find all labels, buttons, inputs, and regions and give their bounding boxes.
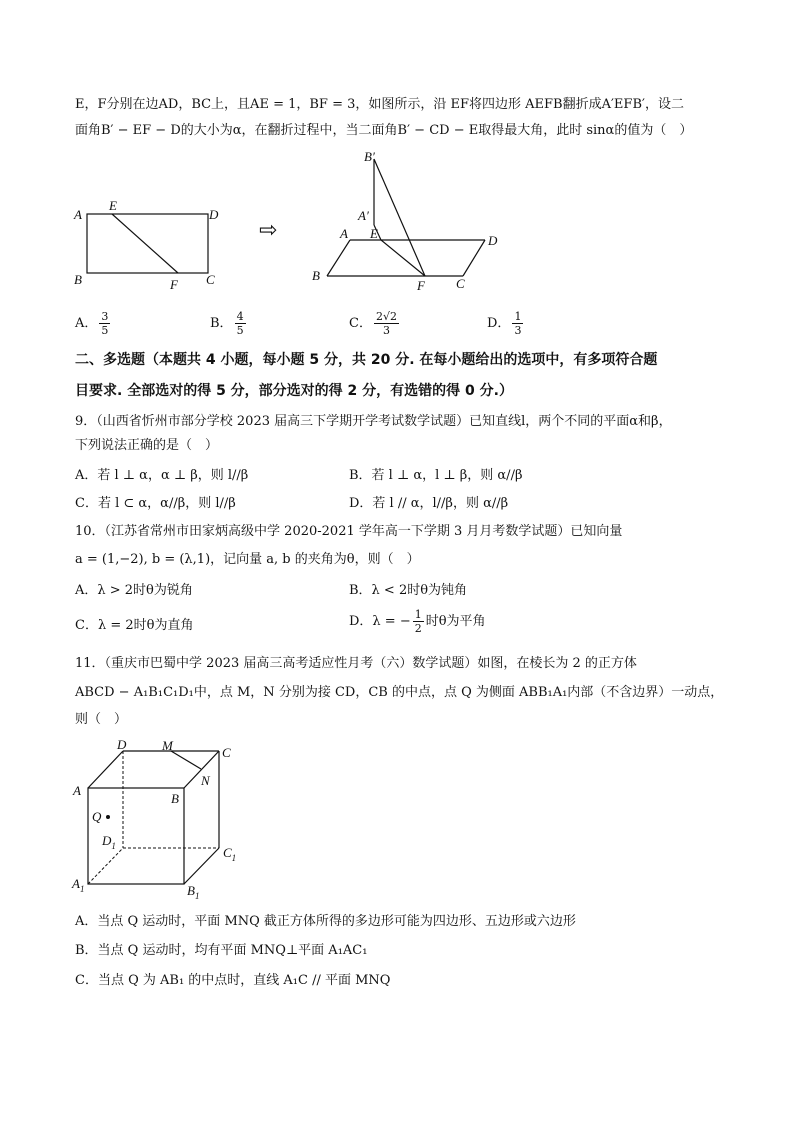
q9-option-a: A．若 l ⊥ α，α ⊥ β，则 l//β — [75, 468, 249, 483]
q11-option-a: A．当点 Q 运动时，平面 MNQ 截正方体所得的多边形可能为四边形、五边形或六边形 — [75, 914, 576, 929]
fig2-label-b: B — [312, 268, 320, 283]
fig2-label-a: A — [340, 226, 348, 241]
fig1-label-f: F — [170, 277, 178, 292]
cube-label-n: N — [201, 773, 210, 788]
fig2-label-e: E — [370, 226, 378, 241]
q8-intro-line1: E，F分别在边AD，BC上，且AE = 1，BF = 3，如图所示，沿 EF将四边形 AEFB翻折成A′EFB′，设二 — [75, 97, 684, 112]
q8-option-d: D． $\frac{1}{3}$ — [487, 310, 522, 337]
q9-option-c: C．若 l ⊂ α，α//β，则 l//β — [75, 496, 236, 511]
q10-option-a: A．λ > 2时θ为锐角 — [75, 583, 193, 598]
fig2-label-f: F — [417, 278, 425, 293]
fig1-label-d: D — [209, 207, 219, 222]
q11-option-b: B．当点 Q 运动时，均有平面 MNQ⊥平面 A₁AC₁ — [75, 943, 368, 958]
cube-label-d: D — [117, 737, 127, 752]
q8-option-b: B． $\frac{4}{5}$ — [210, 310, 244, 337]
cube-label-m: M — [162, 738, 173, 753]
q9-stem-line2: 下列说法正确的是（ ） — [75, 438, 219, 453]
section2-heading-line2: 目要求. 全部选对的得 5 分，部分选对的得 2 分，有选错的得 0 分.） — [75, 383, 513, 399]
cube-label-c1: $C_1$ — [223, 845, 237, 863]
fig2-label-d: D — [488, 233, 498, 248]
fig2-label-ap: A′ — [358, 208, 369, 223]
fig2-label-bp: B′ — [364, 149, 375, 164]
q9-option-b: B．若 l ⊥ α，l ⊥ β，则 α//β — [349, 468, 523, 483]
cube-label-q: Q — [92, 809, 102, 824]
q10-option-b: B．λ < 2时θ为钝角 — [349, 583, 468, 598]
fig1-label-a: A — [74, 207, 82, 222]
cube-label-a: A — [73, 783, 81, 798]
section2-heading-line1: 二、多选题（本题共 4 小题，每小题 5 分，共 20 分. 在每小题给出的选项中，有多项符合题 — [75, 352, 658, 368]
cube-label-b: B — [171, 791, 179, 806]
q8-option-c: C． $\frac{2√2}{3}$ — [349, 310, 397, 337]
fig1-label-c: C — [206, 272, 215, 287]
fig2-label-c: C — [456, 276, 465, 291]
fig1-label-b: B — [74, 272, 82, 287]
q11-stem-line1: 11．（重庆市巴蜀中学 2023 届高三高考适应性月考（六）数学试题）如图，在棱长为 2 的正方体 — [75, 656, 637, 671]
q11-stem-line2: ABCD − A₁B₁C₁D₁中，点 M，N 分别为接 CD，CB 的中点，点 Q 为侧面 ABB₁A₁内部（不含边界）一动点， — [75, 685, 724, 700]
q11-stem-line3: 则（ ） — [75, 712, 128, 727]
q10-option-c: C．λ = 2时θ为直角 — [75, 618, 194, 633]
figure-cube — [68, 735, 253, 905]
fold-arrow-icon: ⇨ — [259, 218, 278, 243]
q10-stem-line2: a = (1,−2), b = (λ,1)，记向量 a, b 的夹角为θ，则（ ） — [75, 552, 420, 567]
cube-label-b1: $B_1$ — [187, 883, 200, 901]
cube-label-c: C — [222, 745, 231, 760]
cube-label-d1: $D_1$ — [102, 833, 116, 851]
cube-label-a1: $A_1$ — [72, 876, 85, 894]
q9-stem-line1: 9．（山西省忻州市部分学校 2023 届高三下学期开学考试数学试题）已知直线l，两个不同的平面α和β， — [75, 414, 672, 429]
q8-intro-line2: 面角B′ − EF − D的大小为α，在翻折过程中，当二面角B′ − CD − E取得最大角，此时 sinα的值为（ ） — [75, 123, 693, 138]
q10-stem-line1: 10．（江苏省常州市田家炳高级中学 2020-2021 学年高一下学期 3 月月考数学试题）已知向量 — [75, 524, 623, 539]
fig1-label-e: E — [109, 198, 117, 213]
q8-option-a: A． $\frac{3}{5}$ — [75, 310, 109, 337]
figure-rectangle — [70, 195, 230, 295]
q11-option-c: C．当点 Q 为 AB₁ 的中点时，直线 A₁C // 平面 MNQ — [75, 973, 391, 988]
figure-folded — [300, 145, 520, 295]
q10-option-d: D．λ = − $\frac{1}{2}$ 时θ为平角 — [349, 608, 486, 635]
q9-option-d: D．若 l // α，l//β，则 α//β — [349, 496, 509, 511]
